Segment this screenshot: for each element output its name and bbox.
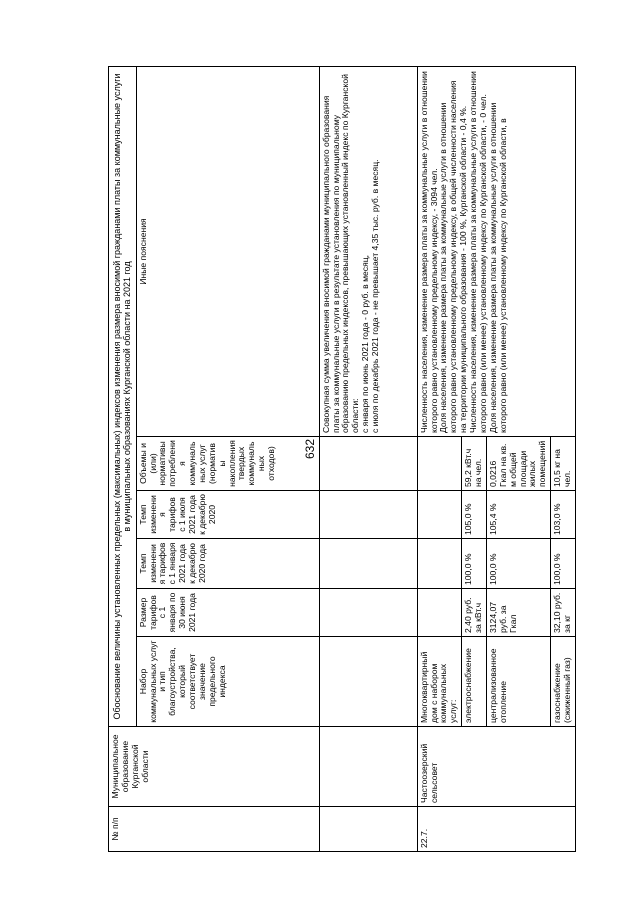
summary-tariff: [319, 589, 417, 637]
summary-temp2: [319, 491, 417, 539]
page-number: 632: [303, 438, 318, 460]
header-temp-january: Темп изменения тарифов с 1 января 2021 года к декабрю 2020 года: [136, 539, 319, 589]
header-tariff: Размер тарифов с 1 января по 30 июня 2021 года: [136, 589, 319, 637]
entry-group-temp1: [417, 539, 462, 589]
entry-group-tariff: [417, 589, 462, 637]
service-temp-july: 103,0 %: [551, 491, 576, 539]
summary-set: [319, 637, 417, 727]
service-tariff: 2,40 руб. за кВт.ч: [462, 589, 487, 637]
entry-group-row: [417, 67, 462, 852]
service-temp-july: 105,0 %: [462, 491, 487, 539]
summary-row: [319, 67, 417, 852]
header-notes: Иные пояснения: [136, 67, 319, 437]
service-volume: 10,5 кг на чел.: [551, 437, 576, 491]
entry-notes: Численность населения, изменение размера платы за коммунальные услуги в отношении которого равно установленному предельному индексу, - 3094 чел. Доля населения, изменение размера платы за коммунальные услуги в отношении которого равно установленному предельному индексу, в общей численности населения на территории муниципального образования - 100 %, Курганской области - 0,4 %. Численность населения, изменение размера платы за коммунальные услуги в отношении которого равно (или менее) установленному индексу по Курганской области, - 0 чел. Доля населения, изменение размера платы за коммунальные услуги в отношении которого равно (или менее) установленному индексу по Курганской области, в: [417, 67, 575, 437]
entry-group-temp2: [417, 491, 462, 539]
service-tariff: 32,10 руб. за кг: [551, 589, 576, 637]
header-municipality: Муниципальное образование Курганской области: [109, 727, 320, 807]
service-volume: 59,2 кВт.ч на чел.: [462, 437, 487, 491]
entry-group-volume: [417, 437, 462, 491]
summary-notes: Совокупная сумма увеличения вносимой гражданами муниципального образования платы за коммунальные услуги в результате установления по муниципальному образованию предельных индексов, превышающих установленный индекс по Курганской области: с января по июнь 2021 года - 0 руб. в месяц, с июля по декабрь 2021 года - не превышает 4,35 тыс. руб. в месяц.: [319, 67, 417, 437]
service-temp-january: 100,0 %: [551, 539, 576, 589]
header-volume: Объемы и (или) нормативы потребления коммунальных услуг (нормативы накопления твердых коммунальных отходов): [136, 437, 319, 491]
landscape-sheet: [108, 67, 613, 852]
tariff-table: [108, 66, 576, 852]
summary-temp1: [319, 539, 417, 589]
header-temp-july: Темп изменения тарифов с 1 июля 2021 года к декабрю 2020: [136, 491, 319, 539]
service-temp-january: 100,0 %: [486, 539, 550, 589]
service-tariff: 3124,07 руб. за Гкал: [486, 589, 550, 637]
header-num: № п/п: [109, 807, 320, 852]
entry-num: 22.7.: [417, 807, 575, 852]
service-name: газоснабжение (сжиженный газ): [551, 637, 576, 727]
entry-group-label: Многоквартирный дом с набором коммунальных услуг:: [417, 637, 462, 727]
service-volume: 0,0216 Гкал на кв. м общей площади жилых помещений: [486, 437, 550, 491]
service-temp-july: 105,4 %: [486, 491, 550, 539]
title-row: [109, 67, 137, 852]
summary-municipality: [319, 727, 417, 807]
service-name: электроснабжение: [462, 637, 487, 727]
header-service-set: Набор коммунальных услуг и тип благоустройства, который соответствует значение предельного индекса: [136, 637, 319, 727]
summary-volume: [319, 437, 417, 491]
service-temp-january: 100,0 %: [462, 539, 487, 589]
summary-num: [319, 807, 417, 852]
entry-municipality: Частоозерский сельсовет: [417, 727, 575, 807]
table-title: Обоснование величины установленных предельных (максимальных) индексов изменения размера вносимой гражданами платы за коммунальные услуги в муниципальных образованиях Курганской области на 2021 год: [109, 67, 137, 727]
service-name: централизованное отопление: [486, 637, 550, 727]
